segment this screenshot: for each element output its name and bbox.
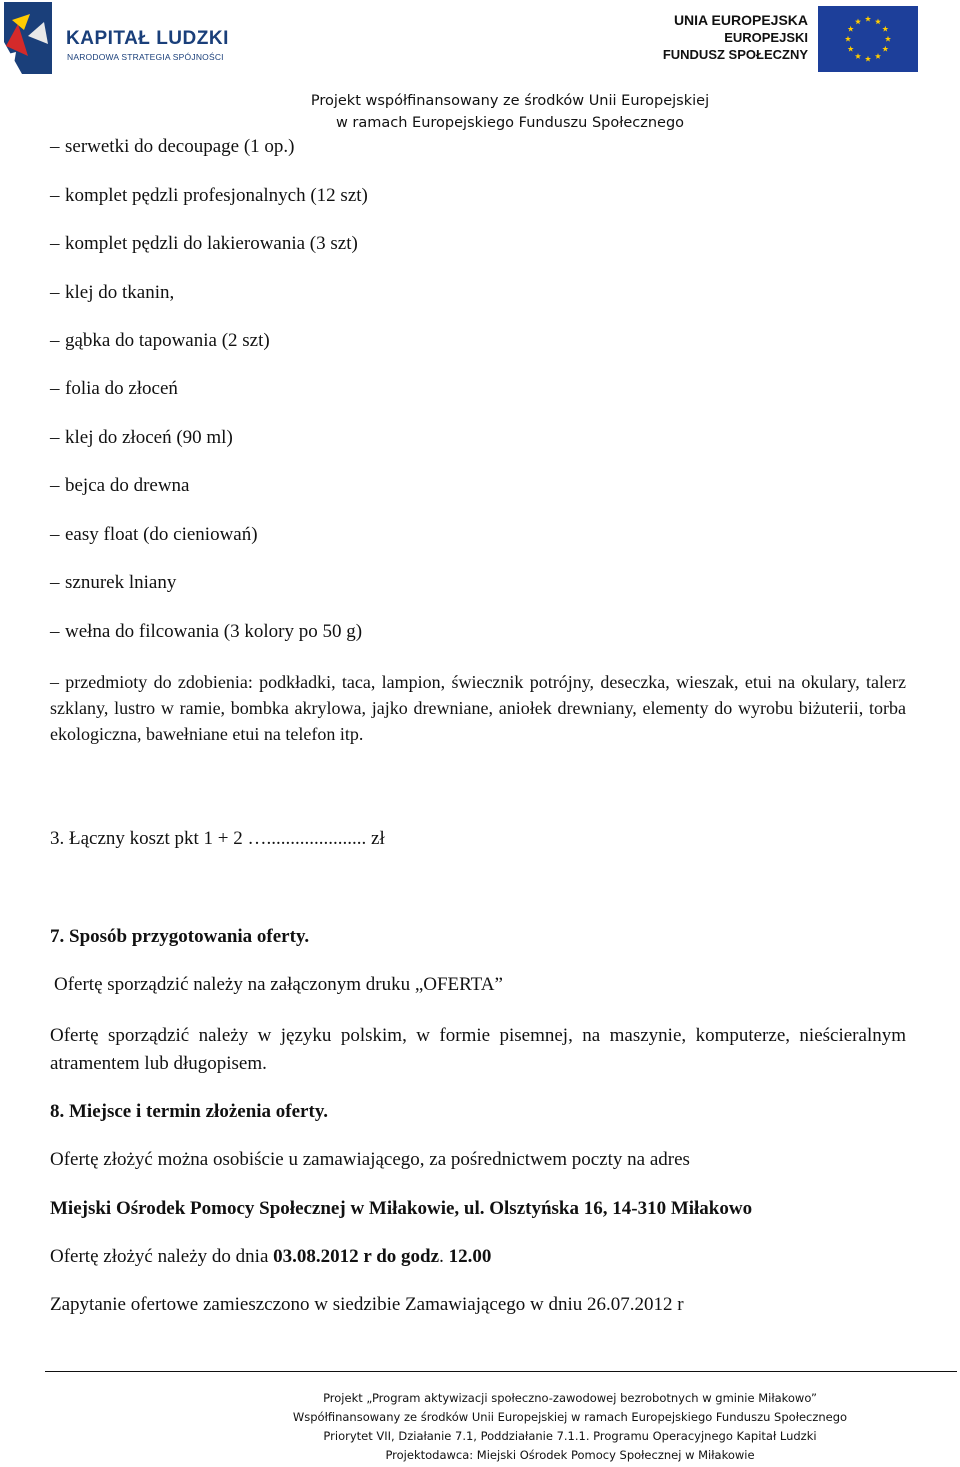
list-item-text: komplet pędzli profesjonalnych (12 szt) — [65, 185, 368, 206]
list-dash: – — [50, 233, 60, 254]
eu-text-block — [663, 12, 808, 63]
list-item — [50, 233, 358, 255]
list-item — [50, 621, 362, 643]
list-item — [50, 136, 295, 158]
list-item — [50, 524, 258, 546]
list-dash: – — [50, 136, 60, 157]
section-7-line-2: Ofertę sporządzić należy w języku polskim, w formie pisemnej, na maszynie, komputerze, nieścieralnym atramentem lub długopisem. — [50, 1025, 906, 1074]
list-dash: – — [50, 378, 60, 399]
list-item-text: klej do tkanin, — [65, 282, 175, 303]
footer-line-1: Projekt „Program aktywizacji społeczno-zawodowej bezrobotnych w gminie Miłakowo” — [323, 1391, 817, 1405]
footer-line-4: Projektodawca: Miejski Ośrodek Pomocy Społecznej w Miłakowie — [385, 1448, 755, 1462]
deadline-date: 03.08.2012 r do godz — [273, 1246, 440, 1267]
eu-line-3: FUNDUSZ SPOŁECZNY — [662, 47, 808, 62]
list-item-text: folia do złoceń — [65, 378, 178, 399]
list-item — [50, 185, 368, 207]
list-item — [50, 427, 233, 449]
section-8-line-1: Ofertę złożyć można osobiście u zamawiającego, za pośrednictwem poczty na adres — [50, 1149, 690, 1170]
list-item-text: gąbka do tapowania (2 szt) — [65, 330, 270, 351]
list-dash: – — [50, 330, 60, 351]
eu-line-2: EUROPEJSKI — [724, 30, 808, 45]
footer-divider — [45, 1371, 957, 1372]
list-item-text: bejca do drewna — [65, 475, 190, 496]
list-item-text: komplet pędzli do lakierowania (3 szt) — [65, 233, 358, 254]
section-7-heading: 7. Sposób przygotowania oferty. — [50, 926, 310, 947]
kapital-ludzki-subtitle: NARODOWA STRATEGIA SPÓJNOŚCI — [67, 52, 224, 62]
posted-notice: Zapytanie ofertowe zamieszczono w siedzibie Zamawiającego w dniu 26.07.2012 r — [50, 1294, 684, 1315]
list-dash: – — [50, 185, 60, 206]
list-item — [50, 378, 178, 400]
list-dash: – — [50, 572, 60, 593]
list-item-text: easy float (do cieniowań) — [65, 524, 258, 545]
list-item-text: wełna do filcowania (3 kolory po 50 g) — [65, 621, 363, 642]
decoration-items-paragraph: – przedmioty do zdobienia: podkładki, taca, lampion, świecznik potrójny, deseczka, wieszak, etui na okulary, talerz szklany, lustro w ramie, bombka akrylowa, jajko drewniane, aniołek drewniany, elementy do wyrobu biżuterii, torba ekologiczna, bawełniane etui na telefon itp. — [50, 672, 906, 744]
deadline-line — [50, 1246, 491, 1268]
list-dash: – — [50, 475, 60, 496]
list-item — [50, 330, 270, 352]
section-8-heading: 8. Miejsce i termin złożenia oferty. — [50, 1101, 329, 1122]
deadline-separator: . — [439, 1246, 449, 1267]
project-cofinance-note — [290, 90, 730, 134]
deadline-prefix: Ofertę złożyć należy do dnia — [50, 1246, 274, 1267]
section-7-line-1: Ofertę sporządzić należy na załączonym druku „OFERTA” — [54, 974, 503, 995]
submission-address: Miejski Ośrodek Pomocy Społecznej w Miłakowie, ul. Olsztyńska 16, 14-310 Miłakowo — [50, 1198, 753, 1219]
list-item — [50, 475, 190, 497]
list-dash: – — [50, 524, 60, 545]
kapital-ludzki-logo — [4, 2, 52, 74]
list-item-text: serwetki do decoupage (1 op.) — [65, 136, 295, 157]
list-item-text: sznurek lniany — [65, 572, 177, 593]
footer-line-3: Priorytet VII, Działanie 7.1, Poddziałanie 7.1.1. Programu Operacyjnego Kapitał Ludzki — [323, 1429, 817, 1443]
footer — [175, 1389, 960, 1465]
list-item — [50, 282, 174, 304]
project-note-line-2: w ramach Europejskiego Funduszu Społecznego — [335, 115, 685, 131]
list-dash: – — [50, 282, 60, 303]
eu-line-1: UNIA EUROPEJSKA — [673, 12, 808, 28]
list-dash: – — [50, 621, 60, 642]
deadline-time: 12.00 — [448, 1246, 492, 1267]
list-item-text: klej do złoceń (90 ml) — [65, 427, 233, 448]
list-dash: – — [50, 427, 60, 448]
total-cost-line: 3. Łączny koszt pkt 1 + 2 …..................... zł — [50, 828, 385, 849]
kapital-ludzki-title: KAPITAŁ LUDZKI — [66, 28, 229, 49]
footer-line-2: Współfinansowany ze środków Unii Europejskiej w ramach Europejskiego Funduszu Społecznego — [292, 1410, 848, 1424]
project-note-line-1: Projekt współfinansowany ze środków Unii Europejskiej — [310, 93, 710, 109]
list-item — [50, 572, 176, 594]
eu-flag-icon — [818, 6, 918, 72]
